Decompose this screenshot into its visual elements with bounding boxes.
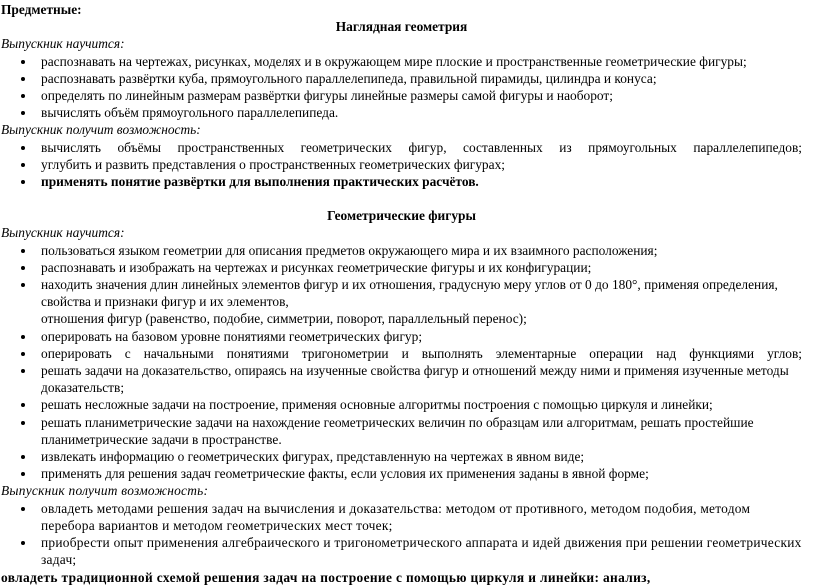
list-item: распознавать развёртки куба, прямоугольного параллелепипеда, правильной пирамиды, цилиндра и конуса; [1,70,802,87]
section-heading-geometric-figures: Геометрические фигуры [327,208,476,224]
list-item: распознавать и изображать на чертежах и рисунках геометрические фигуры и их конфигурации; [1,259,802,276]
list-item: решать задачи на доказательство, опираясь на изученные свойства фигур и отношений между ними и применяя изученные методы доказательств; [1,362,802,396]
final-line: овладеть традиционной схемой решения задач на построение с помощью циркуля и линейки: анализ, [1,569,651,585]
list-item: вычислять объём прямоугольного параллелепипеда. [1,104,802,121]
opportunity-list [1,139,802,191]
learn-intro: Выпускник научится: [1,36,125,52]
list-item: овладеть методами решения задач на вычисления и доказательства: методом от противного, методом подобия, методом перебора вариантов и методом геометрических мест точек; [1,500,802,534]
learn-list [1,242,802,483]
list-item: углубить и развить представления о пространственных геометрических фигурах; [1,156,802,173]
list-item: применять понятие развёртки для выполнения практических расчётов. [1,173,802,190]
opportunity-list [1,500,802,569]
list-item: решать несложные задачи на построение, применяя основные алгоритмы построения с помощью циркуля и линейки; [1,396,802,413]
list-item: определять по линейным размерам развёртки фигуры линейные размеры самой фигуры и наоборот; [1,87,802,104]
list-item: вычислять объёмы пространственных геометрических фигур, составленных из прямоугольных параллелепипедов; [1,139,802,156]
opportunity-intro: Выпускник получит возможность: [1,122,201,138]
list-item: оперировать с начальными понятиями тригонометрии и выполнять элементарные операции над функциями углов; [1,345,802,362]
list-item: оперировать на базовом уровне понятиями геометрических фигур; [1,328,802,345]
section-heading-visual-geometry: Наглядная геометрия [335,19,468,35]
spacer [1,190,802,207]
list-item-text: находить значения длин линейных элементов фигур и их отношения, градусную меру углов от 0 до 180°, применяя определения, свойства и признаки фигур и их элементов, [41,277,778,310]
list-item-continuation: отношения фигур (равенство, подобие, симметрии, поворот, параллельный перенос); [41,311,527,327]
learn-intro: Выпускник научится: [1,225,125,241]
list-item: извлекать информацию о геометрических фигурах, представленную на чертежах в явном виде; [1,448,802,465]
list-item: пользоваться языком геометрии для описания предметов окружающего мира и их взаимного расположения; [1,242,802,259]
list-item: применять для решения задач геометрические факты, если условия их применения заданы в явной форме; [1,465,802,482]
list-item: приобрести опыт применения алгебраического и тригонометрического аппарата и идей движения при решении геометрических задач; [1,534,802,568]
list-item: распознавать на чертежах, рисунках, моделях и в окружающем мире плоские и пространственные геометрические фигуры; [1,53,802,70]
document-title: Предметные: [1,2,82,17]
list-item: решать планиметрические задачи на нахождение геометрических величин по образцам или алгоритмам, решать простейшие планиметрические задачи в пространстве. [1,414,802,448]
list-item [1,276,802,328]
learn-list [1,53,802,122]
opportunity-intro: Выпускник получит возможность: [1,483,209,499]
